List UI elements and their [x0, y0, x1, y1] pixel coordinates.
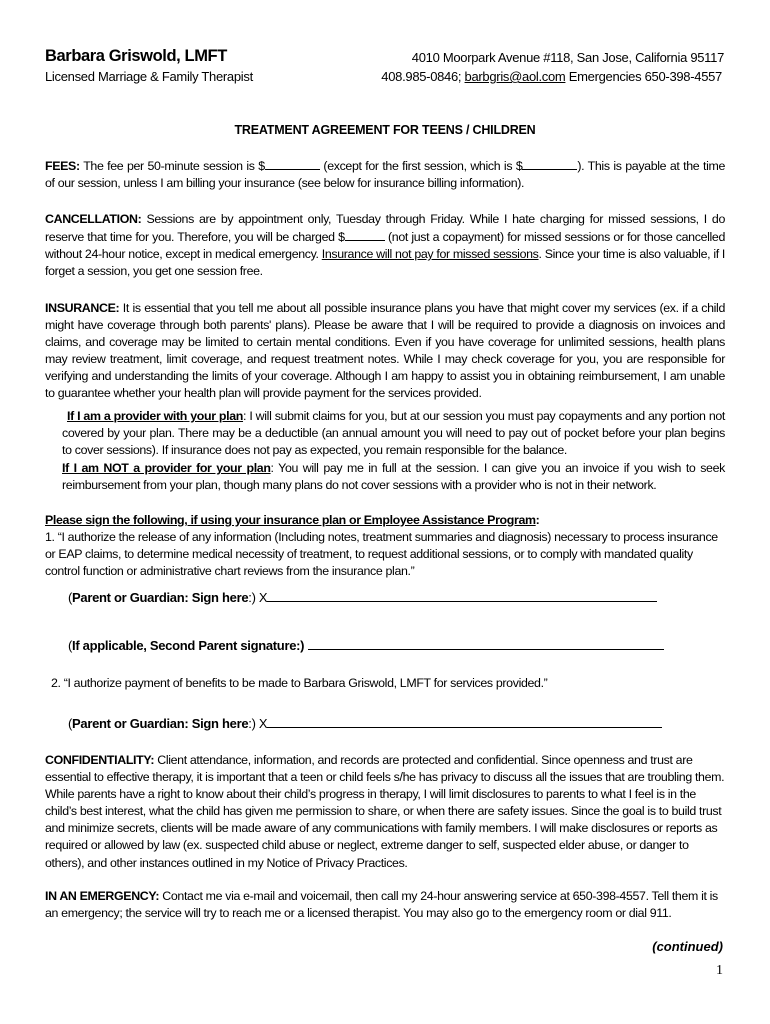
sig1-open: (	[68, 590, 73, 605]
fees-text-1: The fee per 50-minute session is $	[83, 159, 265, 173]
sig3-open: (	[68, 716, 73, 731]
email-link[interactable]: barbgris@aol.com	[464, 69, 566, 84]
second-parent-signature-line[interactable]	[308, 636, 664, 650]
document-title: TREATMENT AGREEMENT FOR TEENS / CHILDREN	[234, 123, 536, 137]
non-provider-paragraph	[62, 460, 725, 494]
sig1-close: :) X	[248, 590, 268, 605]
confidentiality-paragraph	[45, 752, 725, 872]
sig2-open: (	[68, 638, 73, 653]
emergency-number: Emergencies 650-398-4557	[568, 69, 722, 84]
fees-text-3: ). This is payable at the time of our session, unless I am billing your insurance (see below for insurance billing information).	[45, 159, 725, 191]
insurance-paragraph	[45, 300, 725, 403]
release-authorization: 1. “I authorize the release of any information (Including notes, treatment summaries and diagnosis) necessary to process insurance or EAP claims, to determine medical necessity of treatment, to request additional sessions, or to comply with mandated quality control function or administrative chart reviews from the insurance plan.”	[45, 530, 718, 579]
cancellation-paragraph	[45, 211, 725, 280]
confidentiality-label: CONFIDENTIALITY:	[45, 753, 155, 767]
fees-text-2: (except for the first session, which is $	[319, 159, 523, 173]
provider-text: : I will submit claims for you, but at our session you must pay copayments and any portion not covered by your plan. There may be a deductible (an annual amount you will need to pay out of pocket before your plan begins to cover sessions). If insurance does not pay as expected, you remain responsible for the balance.	[62, 409, 726, 458]
page-number: 1	[716, 963, 723, 978]
provider-paragraph	[62, 408, 725, 459]
non-provider-text: : You will pay me in full at the session. I can give you an invoice if you wish to seek reimbursement from your plan, though many plans do not cover sessions with a provider who is not in their network.	[62, 461, 725, 493]
missed-session-fee-blank[interactable]	[345, 228, 385, 241]
sig3-close: :) X	[248, 716, 268, 731]
fees-label: FEES:	[45, 159, 80, 173]
continued-note: (continued)	[652, 939, 723, 954]
guardian-signature-line-2[interactable]	[267, 714, 662, 728]
sign-heading-colon: :	[535, 513, 540, 527]
non-provider-label: If I am NOT a provider for your plan	[62, 461, 271, 475]
emergency-paragraph	[45, 888, 725, 922]
therapist-credentials: Licensed Marriage & Family Therapist	[45, 69, 253, 84]
insurance-text: It is essential that you tell me about all possible insurance plans you have that might cover my services (ex. if a child might have coverage through both parents' plans). Please be aware that I will be required to provide a diagnosis on invoices and claims, and coverage may be limited to certain mental conditions. Even if you have coverage for unlimited sessions, health plans may review treatment, limit coverage, and request treatment notes. While I may check coverage for you, you are responsible for verifying and understanding the limits of your coverage. Although I am happy to assist you in obtaining reimbursement, I am unable to guarantee whether your health plan will provide payment for the services provided.	[45, 301, 725, 401]
guardian-signature-row-1	[68, 588, 657, 605]
confidentiality-text: Client attendance, information, and records are protected and confidential. Since openness and trust are essential to effective therapy, it is important that a teen or child feels s/he has privacy to discuss all the issues that are troubling them. While parents have a right to know about their child’s progress in therapy, I will limit disclosures to parents to what I feel is in the child’s best interest, what the child has given me permission to share, or when there are safety issues. Since the goal is to build trust and minimize secrets, clients will be made aware of any communications with family members. I will make disclosures or reports as required or allowed by law (ex. suspected child abuse or neglect, extreme danger to self, suspected elder abuse, or danger to others), and other instances outlined in my Notice of Privacy Practices.	[45, 753, 725, 870]
provider-label: If I am a provider with your plan	[67, 409, 244, 423]
insurance-missed-note: Insurance will not pay for missed sessions	[321, 247, 539, 262]
second-parent-signature-row	[68, 636, 664, 653]
cancellation-text-3: . Since your time is also valuable, if I forget a session, you get one session free.	[45, 247, 726, 279]
phone-number: 408.985-0846;	[381, 69, 462, 84]
fees-paragraph	[45, 157, 725, 192]
session-fee-blank[interactable]	[265, 157, 320, 170]
emergency-label: IN AN EMERGENCY:	[45, 889, 160, 903]
sign-heading	[45, 512, 725, 529]
payment-authorization: 2. “I authorize payment of benefits to be made to Barbara Griswold, LMFT for services provided.”	[51, 676, 548, 690]
cancellation-text-2: (not just a copayment) for missed sessions or for those cancelled without 24-hour notice, except in medical emergency.	[45, 230, 725, 262]
insurance-label: INSURANCE:	[45, 301, 120, 315]
guardian-sign-label-1: Parent or Guardian: Sign here	[72, 590, 249, 605]
office-address: 4010 Moorpark Avenue #118, San Jose, California 95117	[411, 50, 724, 65]
therapist-name: Barbara Griswold, LMFT	[45, 47, 227, 65]
guardian-signature-line-1[interactable]	[267, 588, 657, 602]
second-parent-label: If applicable, Second Parent signature:)	[72, 638, 305, 653]
sign-heading-text: Please sign the following, if using your insurance plan or Employee Assistance Program	[45, 513, 536, 527]
first-session-fee-blank[interactable]	[522, 157, 577, 170]
guardian-sign-label-2: Parent or Guardian: Sign here	[72, 716, 249, 731]
emergency-text: Contact me via e-mail and voicemail, then call my 24-hour answering service at 650-398-4557. Tell them it is an emergency; the service will try to reach me or a licensed therapist. You may also go to the emergency room or dial 911.	[45, 889, 718, 921]
guardian-signature-row-2	[68, 714, 662, 731]
contact-line	[381, 69, 722, 84]
cancellation-label: CANCELLATION:	[45, 212, 142, 226]
cancellation-text-1: Sessions are by appointment only, Tuesday through Friday. While I hate charging for missed sessions, I do reserve that time for you. Therefore, you will be charged $	[45, 212, 725, 245]
